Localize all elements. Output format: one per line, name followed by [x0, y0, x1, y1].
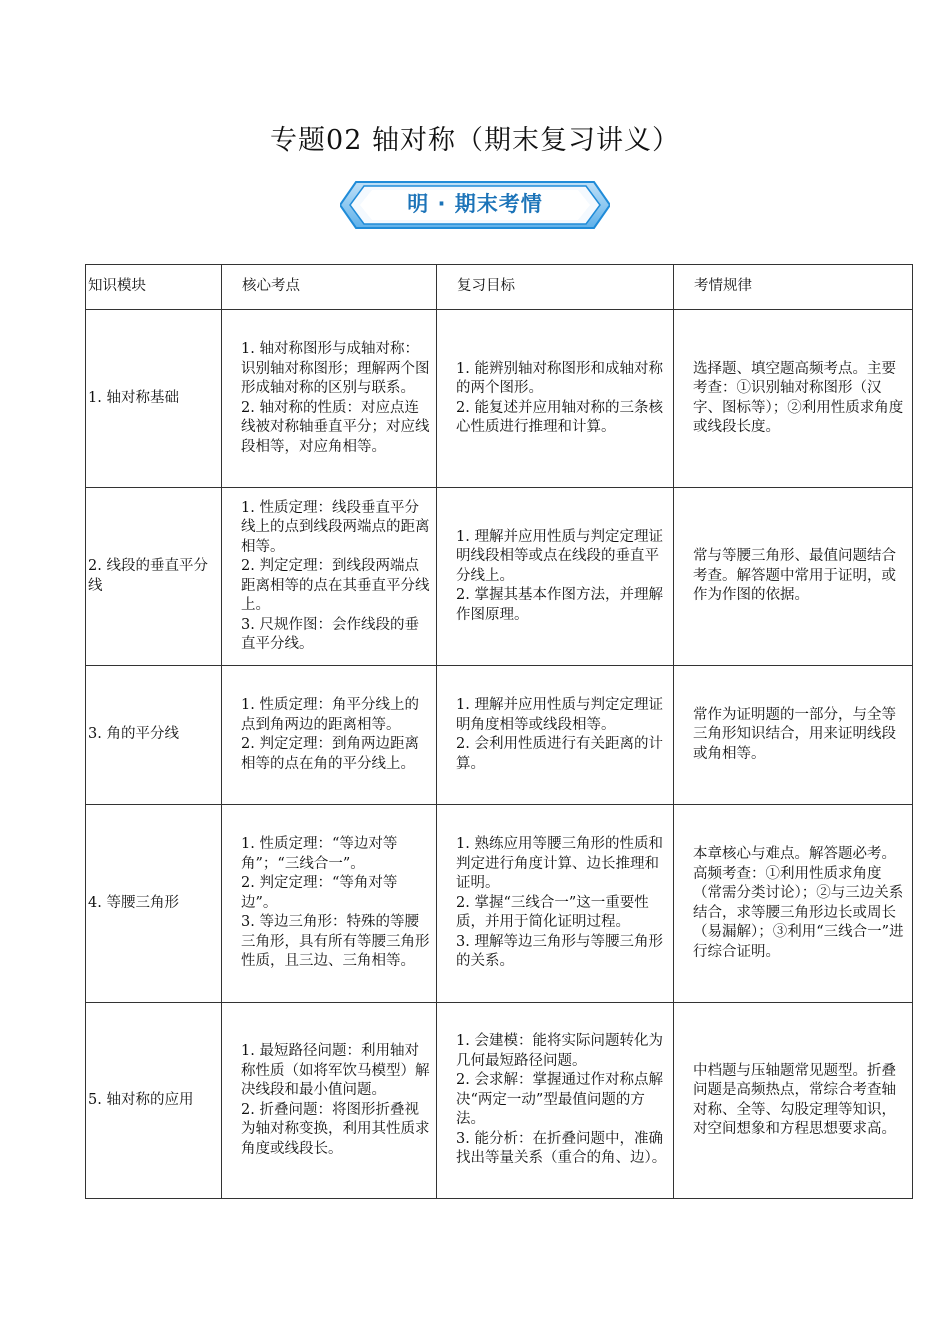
core-points-cell — [222, 805, 437, 1003]
review-goal: 2. 掌握“三线合一”这一重要性质，并用于简化证明过程。 — [456, 894, 649, 931]
review-goals-cell — [437, 488, 674, 666]
exam-pattern-cell: 中档题与压轴题常见题型。折叠问题是高频热点，常综合考查轴对称、全等、勾股定理等知识，对空间想象和方程思想要求高。 — [674, 1003, 913, 1199]
review-goal: 1. 理解并应用性质与判定定理证明线段相等或点在线段的垂直平分线上。 — [456, 528, 663, 584]
core-point: 1. 性质定理：“等边对等角”；“三线合一”。 — [241, 836, 398, 872]
module-cell: 4. 等腰三角形 — [86, 805, 222, 1003]
page-title: 专题02 轴对称（期末复习讲义） — [270, 125, 680, 156]
module-cell: 3. 角的平分线 — [86, 666, 222, 805]
header-exam-pattern: 考情规律 — [674, 265, 913, 310]
review-goal: 3. 能分析：在折叠问题中，准确找出等量关系（重合的角、边）。 — [456, 1130, 667, 1167]
core-point: 2. 判定定理：“等角对等边”。 — [241, 875, 398, 911]
header-module: 知识模块 — [86, 265, 222, 310]
core-point: 3. 等边三角形：特殊的等腰三角形，具有所有等腰三角形性质，且三边、三角相等。 — [241, 914, 430, 970]
core-point: 2. 判定定理：到角两边距离相等的点在角的平分线上。 — [241, 736, 419, 772]
review-goals-cell — [437, 1003, 674, 1199]
core-points-cell — [222, 1003, 437, 1199]
review-goal: 2. 会利用性质进行有关距离的计算。 — [456, 736, 663, 772]
core-point: 1. 轴对称图形与成轴对称：识别轴对称图形；理解两个图形成轴对称的区别与联系。 — [241, 341, 430, 396]
core-point: 2. 折叠问题：将图形折叠视为轴对称变换，利用其性质求角度或线段长。 — [241, 1101, 430, 1157]
review-goals-cell — [437, 805, 674, 1003]
review-goal: 1. 熟练应用等腰三角形的性质和判定进行角度计算、边长推理和证明。 — [456, 836, 663, 892]
review-goal: 1. 理解并应用性质与判定定理证明角度相等或线段相等。 — [456, 697, 663, 733]
section-banner — [340, 178, 610, 232]
header-core-points: 核心考点 — [222, 265, 437, 310]
review-goal: 2. 掌握其基本作图方法，并理解作图原理。 — [456, 587, 663, 623]
core-point: 1. 最短路径问题：利用轴对称性质（如将军饮马模型）解决线段和最小值问题。 — [241, 1043, 430, 1098]
core-point: 1. 性质定理：角平分线上的点到角两边的距离相等。 — [241, 697, 419, 733]
module-cell: 2. 线段的垂直平分线 — [86, 488, 222, 666]
core-point: 1. 性质定理：线段垂直平分线上的点到线段两端点的距离相等。 — [241, 499, 430, 555]
core-points-cell — [222, 488, 437, 666]
table-row — [86, 666, 913, 805]
table-header-row — [86, 265, 913, 310]
core-points-cell — [222, 666, 437, 805]
review-goal: 2. 能复述并应用轴对称的三条核心性质进行推理和计算。 — [456, 399, 663, 435]
core-point: 2. 判定定理：到线段两端点距离相等的点在其垂直平分线上。 — [241, 558, 430, 613]
exam-overview-table — [85, 264, 913, 1199]
exam-pattern-cell: 本章核心与难点。解答题必考。高频考查：①利用性质求角度（常需分类讨论）；②与三边关系结合，求等腰三角形边长或周长（易漏解）；③利用“三线合一”进行综合证明。 — [674, 805, 913, 1003]
exam-pattern-cell: 常作为证明题的一部分，与全等三角形知识结合，用来证明线段或角相等。 — [674, 666, 913, 805]
banner-label: 明 · 期末考情 — [407, 192, 543, 216]
review-goal: 3. 理解等边三角形与等腰三角形的关系。 — [456, 933, 663, 970]
table-row — [86, 488, 913, 666]
table-row — [86, 805, 913, 1003]
core-points-cell — [222, 310, 437, 488]
review-goals-cell — [437, 310, 674, 488]
review-goal: 1. 会建模：能将实际问题转化为几何最短路径问题。 — [456, 1033, 663, 1069]
review-goals-cell — [437, 666, 674, 805]
review-goal: 1. 能辨别轴对称图形和成轴对称的两个图形。 — [456, 360, 663, 396]
core-point: 3. 尺规作图：会作线段的垂直平分线。 — [241, 616, 419, 652]
module-cell: 1. 轴对称基础 — [86, 310, 222, 488]
exam-pattern-cell: 常与等腰三角形、最值问题结合考查。解答题中常用于证明，或作为作图的依据。 — [674, 488, 913, 666]
header-review-goals: 复习目标 — [437, 265, 674, 310]
module-cell: 5. 轴对称的应用 — [86, 1003, 222, 1199]
table-row — [86, 1003, 913, 1199]
review-goal: 2. 会求解：掌握通过作对称点解决“两定一动”型最值问题的方法。 — [456, 1072, 663, 1128]
core-point: 2. 轴对称的性质：对应点连线被对称轴垂直平分；对应线段相等，对应角相等。 — [241, 399, 430, 455]
exam-pattern-cell: 选择题、填空题高频考点。主要考查：①识别轴对称图形（汉字、图标等）；②利用性质求角度或线段长度。 — [674, 310, 913, 488]
table-row — [86, 310, 913, 488]
